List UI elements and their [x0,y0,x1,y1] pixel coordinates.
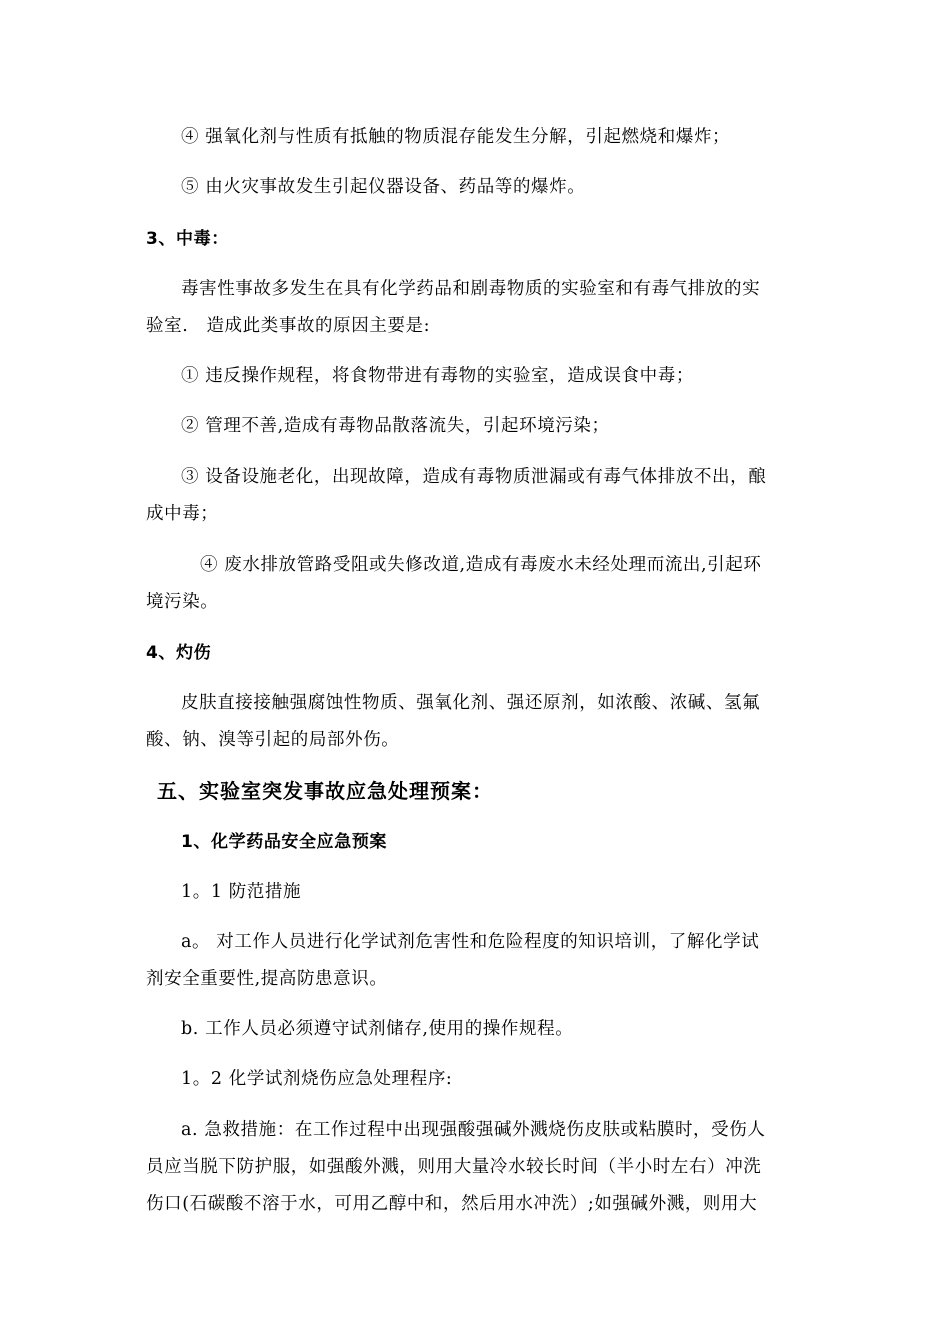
text-line: 1。1 防范措施 [181,882,302,902]
text-line: 成中毒； [146,504,219,524]
text-line: 境污染。 [146,592,219,612]
text-line: 剂安全重要性,提高防患意识。 [146,969,388,989]
text-line: 皮肤直接接触强腐蚀性物质、强氧化剂、强还原剂，如浓酸、浓碱、氢氟 [181,693,761,713]
text-line: ④ 强氧化剂与性质有抵触的物质混存能发生分解，引起燃烧和爆炸； [181,127,731,147]
text-line: 毒害性事故多发生在具有化学药品和剧毒物质的实验室和有毒气排放的实 [181,279,761,299]
text-line: 员应当脱下防护服，如强酸外溅，则用大量冷水较长时间（半小时左右）冲洗 [146,1157,762,1177]
text-line: 伤口(石碳酸不溶于水，可用乙醇中和，然后用水冲洗）;如强碱外溅，则用大 [146,1194,758,1214]
text-line: ② 管理不善,造成有毒物品散落流失，引起环境污染； [181,416,610,436]
text-line: b. 工作人员必须遵守试剂储存,使用的操作规程。 [181,1019,574,1039]
chapter-heading: 五、实验室突发事故应急处理预案： [157,779,493,803]
text-line: 验室. 造成此类事故的原因主要是: [146,316,431,336]
text-line: ⑤ 由火灾事故发生引起仪器设备、药品等的爆炸。 [181,177,586,197]
text-line: a. 急救措施：在工作过程中出现强酸强碱外溅烧伤皮肤或粘膜时，受伤人 [181,1120,766,1140]
section-heading: 4、灼伤 [146,643,212,663]
text-line: ③ 设备设施老化，出现故障，造成有毒物质泄漏或有毒气体排放不出，酿 [181,467,767,487]
text-line: 酸、钠、溴等引起的局部外伤。 [146,730,400,750]
section-heading: 3、中毒： [146,229,229,249]
subsection-heading: 1、化学药品安全应急预案 [181,832,388,852]
text-line: ① 违反操作规程，将食物带进有毒物的实验室，造成误食中毒； [181,366,694,386]
text-line: ④ 废水排放管路受阻或失修改道,造成有毒废水未经处理而流出,引起环 [200,555,762,575]
text-line: 1。2 化学试剂烧伤应急处理程序: [181,1069,453,1089]
text-line: a。 对工作人员进行化学试剂危害性和危险程度的知识培训，了解化学试 [181,932,760,952]
